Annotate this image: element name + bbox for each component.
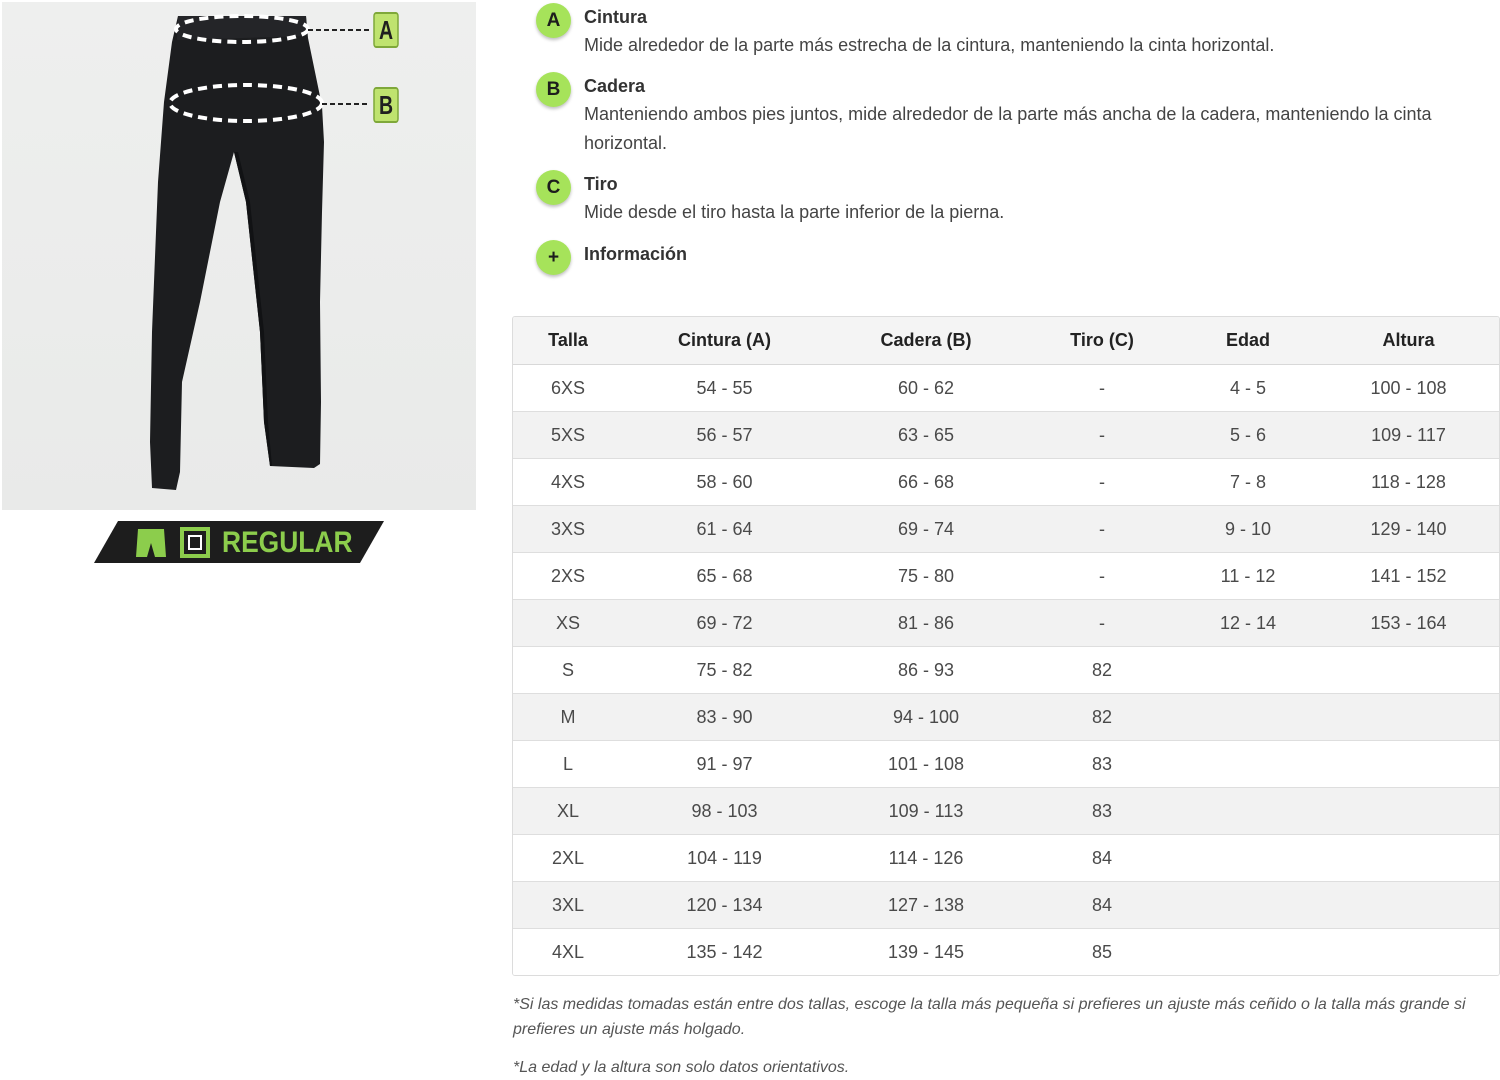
table-cell: 11 - 12 [1178,553,1318,600]
table-cell: - [1026,506,1178,553]
table-row [513,600,1499,647]
table-cell: 118 - 128 [1318,459,1499,506]
table-cell: 4XS [513,459,623,506]
table-cell: 129 - 140 [1318,506,1499,553]
table-cell: 2XS [513,553,623,600]
table-cell: 75 - 82 [623,647,826,694]
table-cell [1178,694,1318,741]
table-cell: M [513,694,623,741]
table-row [513,835,1499,882]
table-cell [1318,647,1499,694]
legend-title: Tiro [584,174,618,194]
legend-badge-a: A [536,3,571,38]
table-row [513,412,1499,459]
table-cell [1178,647,1318,694]
table-cell: 94 - 100 [826,694,1026,741]
legend-desc: Mide desde el tiro hasta la parte inferior de la pierna. [584,202,1005,222]
table-row [513,365,1499,412]
callout-a-label: A [373,12,399,48]
fit-label: REGULAR [222,526,353,559]
table-cell: 83 [1026,788,1178,835]
table-cell: 6XS [513,365,623,412]
legend-title: Cadera [584,76,646,96]
note-size-between: *Si las medidas tomadas están entre dos tallas, escoge la talla más pequeña si prefieres un ajuste más ceñido o la talla más grande si prefieres un ajuste más holgado. [513,996,1466,1038]
table-cell: - [1026,365,1178,412]
table-cell: 66 - 68 [826,459,1026,506]
table-cell: 4XL [513,929,623,976]
table-cell: 75 - 80 [826,553,1026,600]
table-cell: 127 - 138 [826,882,1026,929]
table-cell: 65 - 68 [623,553,826,600]
table-cell: 98 - 103 [623,788,826,835]
table-cell: - [1026,600,1178,647]
table-row [513,788,1499,835]
table-row [513,506,1499,553]
table-cell: 3XS [513,506,623,553]
table-cell [1178,835,1318,882]
table-cell: 5XS [513,412,623,459]
table-cell: S [513,647,623,694]
size-table [512,316,1500,976]
column-header: Altura [1318,317,1499,365]
column-header: Edad [1178,317,1318,365]
table-cell: 153 - 164 [1318,600,1499,647]
pants-illustration [2,2,476,510]
column-header: Talla [513,317,623,365]
table-cell: 114 - 126 [826,835,1026,882]
column-header: Cadera (B) [826,317,1026,365]
table-cell [1318,835,1499,882]
table-cell [1318,741,1499,788]
table-cell: 91 - 97 [623,741,826,788]
legend-badge-c: C [536,170,571,205]
table-cell [1178,788,1318,835]
table-cell: 139 - 145 [826,929,1026,976]
table-row [513,741,1499,788]
table-cell: 60 - 62 [826,365,1026,412]
table-cell: 85 [1026,929,1178,976]
table-cell [1318,882,1499,929]
table-cell: - [1026,459,1178,506]
table-cell: 83 [1026,741,1178,788]
legend-desc: Mide alrededor de la parte más estrecha de la cintura, manteniendo la cinta horizontal. [584,35,1275,55]
table-cell: 58 - 60 [623,459,826,506]
table-row [513,553,1499,600]
table-cell: 135 - 142 [623,929,826,976]
table-cell [1178,882,1318,929]
table-cell: 61 - 64 [623,506,826,553]
table-cell [1318,694,1499,741]
table-cell: 63 - 65 [826,412,1026,459]
table-cell: 7 - 8 [1178,459,1318,506]
table-cell: 5 - 6 [1178,412,1318,459]
table-cell: 4 - 5 [1178,365,1318,412]
table-cell: - [1026,412,1178,459]
table-cell: 12 - 14 [1178,600,1318,647]
table-cell: 84 [1026,882,1178,929]
table-cell: 69 - 72 [623,600,826,647]
table-row [513,459,1499,506]
legend-title[interactable]: Información [584,244,688,264]
table-cell: 56 - 57 [623,412,826,459]
table-cell: L [513,741,623,788]
table-cell: 9 - 10 [1178,506,1318,553]
table-cell: 3XL [513,882,623,929]
table-cell: 81 - 86 [826,600,1026,647]
legend-badge-b: B [536,72,571,107]
table-cell [1318,929,1499,976]
table-cell: 101 - 108 [826,741,1026,788]
table-row [513,882,1499,929]
note-orientative: *La edad y la altura son solo datos orientativos. [513,1059,850,1076]
callout-b-label: B [373,87,399,123]
table-cell: 69 - 74 [826,506,1026,553]
table-cell: 54 - 55 [623,365,826,412]
column-header: Cintura (A) [623,317,826,365]
table-body [513,365,1499,976]
table-row [513,929,1499,976]
table-cell: 82 [1026,647,1178,694]
table-cell: XS [513,600,623,647]
plus-icon[interactable]: + [536,240,571,275]
table-cell: 86 - 93 [826,647,1026,694]
table-cell: 2XL [513,835,623,882]
table-cell [1178,929,1318,976]
table-cell: 141 - 152 [1318,553,1499,600]
table-cell [1318,788,1499,835]
table-cell: - [1026,553,1178,600]
table-cell: 109 - 117 [1318,412,1499,459]
legend-desc: Manteniendo ambos pies juntos, mide alrededor de la parte más ancha de la cadera, manteniendo la cinta horizontal. [584,104,1432,153]
table-cell: 104 - 119 [623,835,826,882]
column-header: Tiro (C) [1026,317,1178,365]
legend-title: Cintura [584,7,647,27]
table-cell: 84 [1026,835,1178,882]
table-cell: XL [513,788,623,835]
table-cell: 100 - 108 [1318,365,1499,412]
table-row [513,694,1499,741]
product-image [2,2,476,510]
table-cell: 82 [1026,694,1178,741]
table-cell [1178,741,1318,788]
table-cell: 109 - 113 [826,788,1026,835]
table-cell: 83 - 90 [623,694,826,741]
table-cell: 120 - 134 [623,882,826,929]
table-row [513,647,1499,694]
table-header-row [513,317,1499,365]
